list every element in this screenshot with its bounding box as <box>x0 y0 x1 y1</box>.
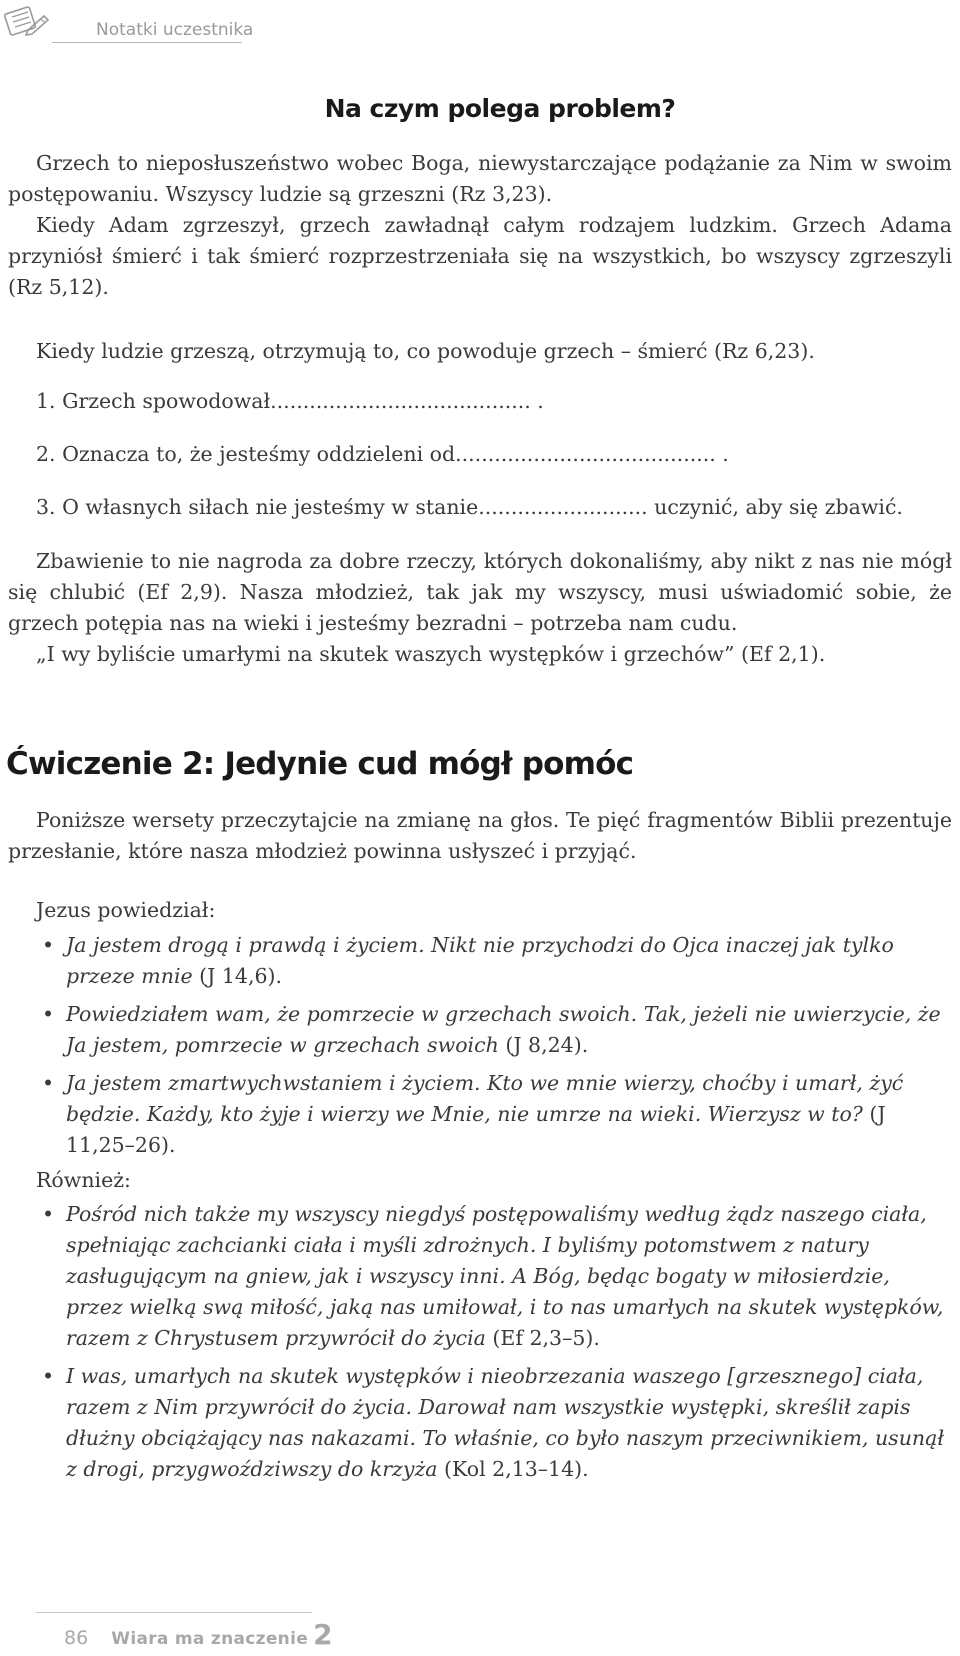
quote-text: Ja jestem drogą i prawdą i życiem. Nikt nie przychodzi do Ojca inaczej jak tylko przeze mnie <box>66 933 894 988</box>
quote-reference: (J 8,24). <box>498 1033 589 1057</box>
bullet-icon: • <box>42 933 55 957</box>
section-title-exercise-2: Ćwiczenie 2: Jedynie cud mógł pomóc <box>6 746 634 782</box>
fill-in-item-2: 2. Oznacza to, że jesteśmy oddzieleni od........................................ . <box>36 442 729 466</box>
intro-paragraph-2: Kiedy Adam zgrzeszył, grzech zawładnął całym rodzajem ludzkim. Grzech Adama przyniósł śmierć i tak śmierć rozprzestrzeniała się na wszystkich, bo wszyscy zgrzeszyli (Rz 5,12). <box>8 213 952 299</box>
bullet-icon: • <box>42 1202 55 1226</box>
intro-paragraph-1: Grzech to nieposłuszeństwo wobec Boga, niewystarczające podążanie za Nim w swoim postępowaniu. Wszyscy ludzie są grzeszni (Rz 3,23). <box>8 151 952 206</box>
page-number: 86 <box>64 1627 89 1649</box>
quote-reference: (Ef 2,3–5). <box>485 1326 600 1350</box>
volume-number: 2 <box>313 1618 333 1651</box>
quote-text: I was, umarłych na skutek występków i nieobrzezania waszego [grzesznego] ciała, razem z Nim przywrócił do życia. Darował nam wszystkie występki, skreślił zapis dłużny obciążający nas nakazami. To właśnie, co było naszym przeciwnikiem, usunął z drogi, przygwoździwszy do krzyża <box>66 1364 944 1481</box>
jesus-quotes-list <box>40 930 952 1168</box>
header-label: Notatki uczestnika <box>96 20 254 40</box>
list-item <box>40 999 952 1061</box>
list-item <box>40 1361 952 1485</box>
consequence-text <box>8 336 952 367</box>
problem-intro <box>8 148 952 303</box>
page-footer <box>64 1618 333 1651</box>
fill-in-item-1: 1. Grzech spowodował........................................ . <box>36 389 544 413</box>
bullet-icon: • <box>42 1002 55 1026</box>
salvation-paragraph: Zbawienie to nie nagroda za dobre rzeczy, których dokonaliśmy, aby nikt z nas nie mógł się chlubić (Ef 2,9). Nasza młodzież, tak jak my wszyscy, musi uświadomić sobie, że grzech potępia nas na wieki i jesteśmy bezradni – potrzeba nam cudu. <box>8 549 952 635</box>
section-title-problem: Na czym polega problem? <box>324 94 676 123</box>
also-quotes-list <box>40 1199 952 1492</box>
quote-reference: (J 11,25–26). <box>66 1102 886 1157</box>
notepad-pencil-icon <box>4 4 50 38</box>
ephesians-quote: „I wy byliście umarłymi na skutek waszych występków i grzechów” (Ef 2,1). <box>36 642 826 666</box>
page-header <box>4 4 304 44</box>
list-item <box>40 1068 952 1161</box>
salvation-text <box>8 546 952 670</box>
book-title: Wiara ma znaczenie <box>111 1629 309 1649</box>
bullet-icon: • <box>42 1071 55 1095</box>
quote-text: Powiedziałem wam, że pomrzecie w grzechach swoich. Tak, jeżeli nie uwierzycie, że Ja jestem, pomrzecie w grzechach swoich <box>66 1002 941 1057</box>
also-label: Również: <box>36 1168 131 1192</box>
list-item <box>40 930 952 992</box>
quote-reference: (J 14,6). <box>192 964 283 988</box>
consequence-paragraph: Kiedy ludzie grzeszą, otrzymują to, co powoduje grzech – śmierć (Rz 6,23). <box>36 339 815 363</box>
quote-text: Pośród nich także my wszyscy niegdyś postępowaliśmy według żądz naszego ciała, spełniając zachcianki ciała i myśli zdrożnych. I byliśmy potomstwem z natury zasługującym na gniew, jak i wszyscy inni. A Bóg, będąc bogaty w miłosierdzie, przez wielką swą miłość, jaką nas umiłował, i to nas umarłych na skutek występków, razem z Chrystusem przywrócił do życia <box>66 1202 944 1350</box>
footer-divider <box>36 1612 312 1613</box>
header-underline <box>52 42 242 43</box>
exercise-intro-paragraph: Poniższe wersety przeczytajcie na zmianę na głos. Te pięć fragmentów Biblii prezentuje przesłanie, które nasza młodzież powinna usłyszeć i przyjąć. <box>8 808 952 863</box>
fill-in-item-3: 3. O własnych siłach nie jesteśmy w stanie.......................... uczynić, aby się zbawić. <box>36 495 903 519</box>
bullet-icon: • <box>42 1364 55 1388</box>
jesus-said-label: Jezus powiedział: <box>36 898 216 922</box>
list-item <box>40 1199 952 1354</box>
quote-text: Ja jestem zmartwychwstaniem i życiem. Kto we mnie wierzy, choćby i umarł, żyć będzie. Każdy, kto żyje i wierzy we Mnie, nie umrze na wieki. Wierzysz w to? <box>66 1071 904 1126</box>
quote-reference: (Kol 2,13–14). <box>437 1457 589 1481</box>
exercise-intro <box>8 805 952 867</box>
